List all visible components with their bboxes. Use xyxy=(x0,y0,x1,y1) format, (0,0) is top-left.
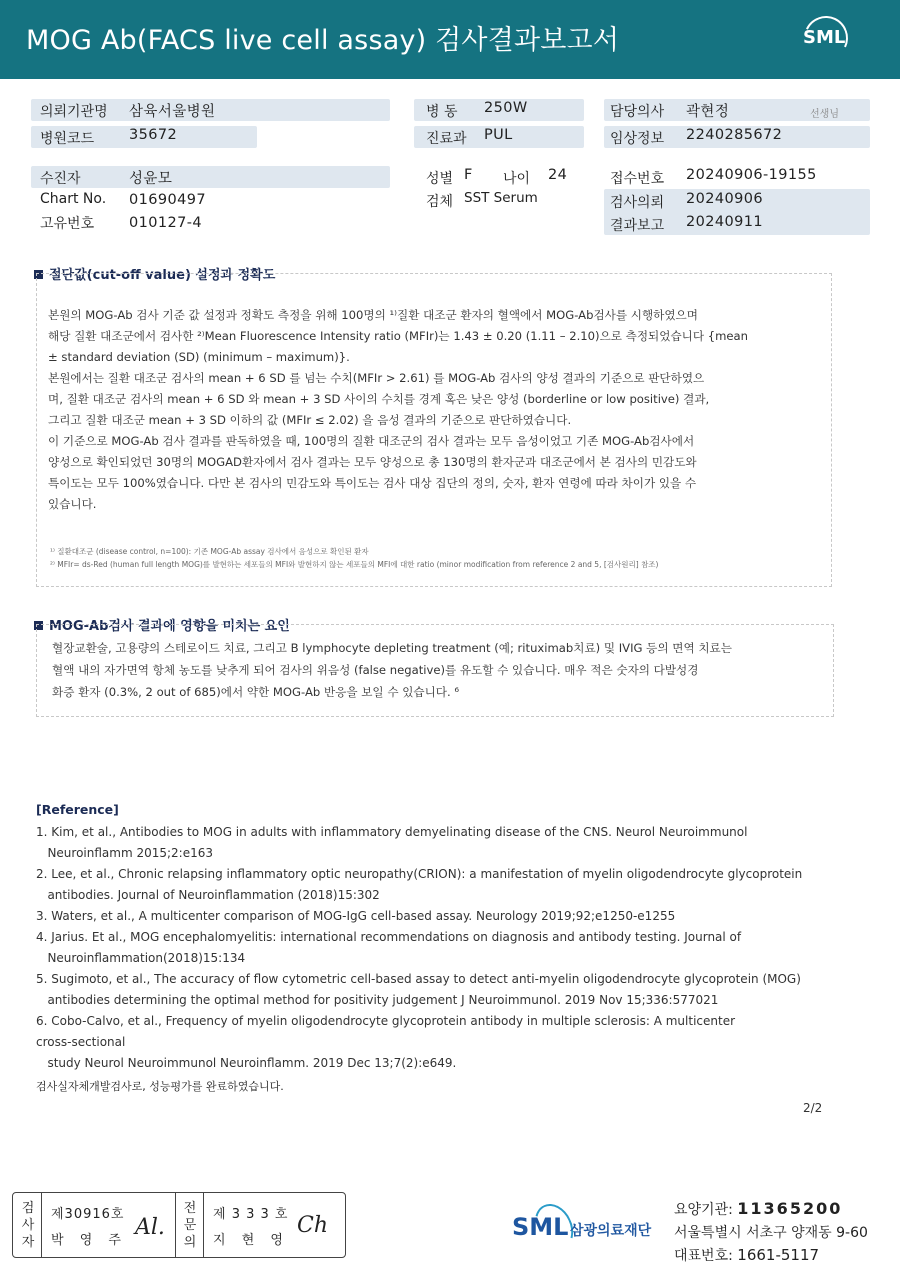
doctor-column-label: 전 문 의 xyxy=(183,1201,197,1250)
foundation-address: 서울특별시 서초구 양재동 9-60 xyxy=(674,1225,868,1241)
completion-note: 검사실자체개발검사로, 성능평가를 완료하였습니다. xyxy=(36,1080,284,1093)
text-line: 며, 질환 대조군 검사의 mean + 6 SD 와 mean + 3 SD 사이의 수치를 경계 혹은 낮은 양성 (borderline or low positive) 결과, xyxy=(48,392,710,406)
tester-name: 박 영 주 xyxy=(51,1233,127,1248)
page-number: 2/2 xyxy=(803,1101,823,1115)
reference-line: cross-sectional xyxy=(36,1035,126,1049)
report-date-value: 20240911 xyxy=(686,214,764,230)
institution-code: 요양기관: 11365200 xyxy=(674,1199,843,1218)
reference-line: 5. Sugimoto, et al., The accuracy of flow cytometric cell-based assay to detect anti-myelin oligodendrocyte glycoprotein (MOG) xyxy=(36,972,801,986)
age-value: 24 xyxy=(548,167,568,183)
unique-label: 고유번호 xyxy=(40,216,95,232)
reference-line: 4. Jarius. Et al., MOG encephalomyelitis: international recommendations on diagnosis and antibody testing. Journal of xyxy=(36,930,742,944)
text-line: 화증 환자 (0.3%, 2 out of 685)에서 약한 MOG-Ab 반응을 보일 수 있습니다. ⁶ xyxy=(52,685,460,699)
sex-value: F xyxy=(464,167,473,183)
patient-label: 수진자 xyxy=(40,171,81,187)
report-title: MOG Ab(FACS live cell assay) 검사결과보고서 xyxy=(26,25,620,56)
tester-column-label: 검 사 자 xyxy=(21,1201,35,1250)
clinical-value: 2240285672 xyxy=(686,127,783,143)
logo-text: SML xyxy=(512,1213,569,1241)
ward-label: 병 동 xyxy=(426,104,458,120)
text-line: 본원의 MOG-Ab 검사 기준 값 설정과 정확도 측정을 위해 100명의 ¹⁾질환 대조군 환자의 혈액에서 MOG-Ab검사를 시행하였으며 xyxy=(48,308,698,322)
reference-line: 3. Waters, et al., A multicenter comparison of MOG-IgG cell-based assay. Neurology 2019;92;e1250-e1255 xyxy=(36,909,676,923)
section-factors-title: MOG-Ab검사 결과에 영향을 미치는 요인 xyxy=(34,615,290,634)
chart-label: Chart No. xyxy=(40,191,107,207)
text-line: 특이도는 모두 100%였습니다. 다만 본 검사의 민감도와 특이도는 검사 대상 집단의 정의, 숫자, 환자 연령에 따라 차이가 있을 수 xyxy=(48,476,697,490)
text-line: ± standard deviation (SD) (minimum – maximum)}. xyxy=(48,350,350,364)
receipt-value: 20240906-19155 xyxy=(686,167,817,183)
sex-label: 성별 xyxy=(426,171,454,187)
doctor-label: 담당의사 xyxy=(610,104,665,120)
footnote: ²⁾ MFIr= ds-Red (human full length MOG)를 발현하는 세포들의 MFI와 발현하지 않는 세포들의 MFI에 대한 ratio (minor modification from reference 2 and 5, [검사원리] 참조) xyxy=(50,560,659,569)
request-label: 검사의뢰 xyxy=(610,195,665,211)
doctor-suffix: 선생님 xyxy=(810,109,839,120)
text-line: 혈액 내의 자가면역 항체 농도를 낮추게 되어 검사의 위음성 (false negative)를 유도할 수 있습니다. 매우 적은 숫자의 다발성경 xyxy=(52,663,699,677)
text-line: 양성으로 확인되었던 30명의 MOGAD환자에서 검사 결과는 모두 양성으로 총 130명의 환자군과 대조군에서 본 검사의 민감도와 xyxy=(48,455,697,469)
sml-logo-icon: SML xyxy=(800,14,852,64)
patient-name: 성윤모 xyxy=(129,171,173,187)
report-header xyxy=(0,0,900,79)
institution-value: 삼육서울병원 xyxy=(129,104,216,120)
reference-title: [Reference] xyxy=(36,802,119,817)
text-line: 있습니다. xyxy=(48,497,97,511)
section-cutoff-title: 절단값(cut-off value) 설정과 정확도 xyxy=(34,264,275,283)
text-line: 해당 질환 대조군에서 검사한 ²⁾Mean Fluorescence Intensity ratio (MFIr)는 1.43 ± 0.20 (1.11 – 2.10)으로 측정되었습니다 {mean xyxy=(48,329,748,343)
doctor-value: 곽현정 xyxy=(686,104,730,120)
clinical-label: 임상정보 xyxy=(610,131,665,147)
age-label: 나이 xyxy=(503,171,531,187)
ward-value: 250W xyxy=(484,100,528,116)
doctor-license: 제 3 3 3 호 xyxy=(213,1207,289,1222)
reference-line: 1. Kim, et al., Antibodies to MOG in adults with inflammatory demyelinating disease of the CNS. Neurol Neuroimmunol xyxy=(36,825,748,839)
text-line: 그리고 질환 대조군 mean + 3 SD 이하의 값 (MFIr ≤ 2.02) 을 음성 결과의 기준으로 판단하였습니다. xyxy=(48,413,572,427)
doctor-name: 지 현 영 xyxy=(213,1233,289,1248)
specimen-value: SST Serum xyxy=(464,190,538,206)
footnote: ¹⁾ 질환대조군 (disease control, n=100): 기존 MOG-Ab assay 검사에서 음성으로 확인된 환자 xyxy=(50,547,369,556)
dept-label: 진료과 xyxy=(426,131,467,147)
report-date-label: 결과보고 xyxy=(610,218,665,234)
institution-label: 의뢰기관명 xyxy=(40,104,108,120)
tester-signature: Al. xyxy=(135,1215,165,1240)
text-line: 본원에서는 질환 대조군 검사의 mean + 6 SD 를 넘는 수치(MFIr > 2.61) 를 MOG-Ab 검사의 양성 결과의 기준으로 판단하였으 xyxy=(48,371,705,385)
unique-value: 010127-4 xyxy=(129,215,203,231)
specimen-label: 검체 xyxy=(426,194,454,210)
hospital-code-label: 병원코드 xyxy=(40,131,95,147)
reference-line: study Neurol Neuroimmunol Neuroinflamm. 2019 Dec 13;7(2):e649. xyxy=(36,1056,457,1070)
phone-number: 대표번호: 1661-5117 xyxy=(674,1246,820,1264)
reference-line: 2. Lee, et al., Chronic relapsing inflammatory optic neuropathy(CRION): a manifestation of myelin oligodendrocyte glycoprotein xyxy=(36,867,803,881)
dept-value: PUL xyxy=(484,127,513,143)
receipt-label: 접수번호 xyxy=(610,171,665,187)
reference-line: antibodies. Journal of Neuroinflammation (2018)15:302 xyxy=(36,888,380,902)
doctor-signature: Ch xyxy=(297,1213,329,1238)
reference-line: Neuroinflamm 2015;2:e163 xyxy=(36,846,214,860)
foundation-logo xyxy=(510,1203,660,1253)
foundation-name: 삼광의료재단 xyxy=(570,1223,652,1239)
request-value: 20240906 xyxy=(686,191,764,207)
tester-license: 제30916호 xyxy=(51,1207,125,1222)
reference-line: 6. Cobo-Calvo, et al., Frequency of myelin oligodendrocyte glycoprotein antibody in multiple sclerosis: A multicenter xyxy=(36,1014,736,1028)
hospital-code-value: 35672 xyxy=(129,127,178,143)
chart-value: 01690497 xyxy=(129,192,207,208)
reference-line: Neuroinflammation(2018)15:134 xyxy=(36,951,246,965)
text-line: 혈장교환술, 고용량의 스테로이드 치료, 그리고 B lymphocyte depleting treatment (예; rituximab치료) 및 IVIG 등의 면역 치료는 xyxy=(52,641,732,655)
reference-line: antibodies determining the optimal method for positivity judgement J Neuroimmunol. 2019 Nov 15;336:577021 xyxy=(36,993,719,1007)
signature-box xyxy=(12,1192,346,1258)
text-line: 이 기준으로 MOG-Ab 검사 결과를 판독하였을 때, 100명의 질환 대조군의 검사 결과는 모두 음성이었고 기존 MOG-Ab검사에서 xyxy=(48,434,695,448)
